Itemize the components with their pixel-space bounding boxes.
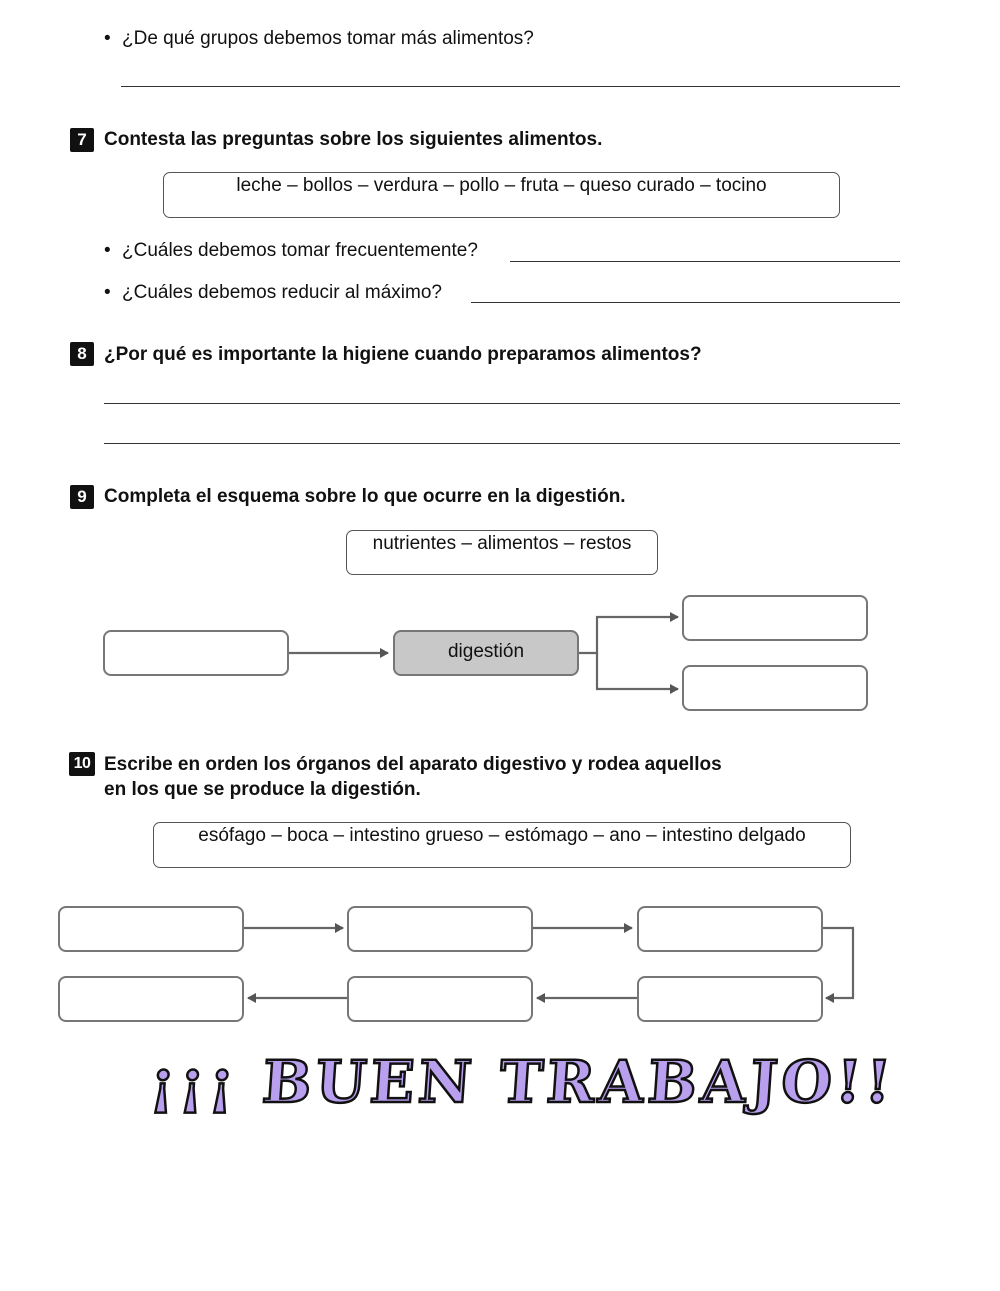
organ-box-4[interactable] bbox=[637, 976, 823, 1022]
q7-bullet-2-text: ¿Cuáles debemos reducir al máximo? bbox=[122, 282, 442, 303]
digestion-input-box[interactable] bbox=[103, 630, 289, 676]
arrow-digestion-to-upper bbox=[578, 617, 678, 653]
question-number-10: 10 bbox=[69, 752, 95, 776]
organ-box-3[interactable] bbox=[637, 906, 823, 952]
q7-bullet-1-text: ¿Cuáles debemos tomar frecuentemente? bbox=[122, 240, 478, 261]
organ-box-2[interactable] bbox=[347, 906, 533, 952]
buen-trabajo-banner: ¡¡¡ BUEN TRABAJO!! bbox=[147, 1048, 898, 1116]
organ-box-5[interactable] bbox=[347, 976, 533, 1022]
question-number-8: 8 bbox=[70, 342, 94, 366]
question-8-title: ¿Por qué es importante la higiene cuando preparamos alimentos? bbox=[104, 344, 702, 365]
word-bank-q7-text: leche – bollos – verdura – pollo – fruta – queso curado – tocino bbox=[236, 175, 767, 196]
digestion-label: digestión bbox=[447, 641, 525, 662]
q7-bullet-2: • ¿Cuáles debemos reducir al máximo? bbox=[104, 282, 442, 303]
arrow-digestion-to-lower bbox=[597, 653, 678, 689]
question-number-7: 7 bbox=[70, 128, 94, 152]
question-10-title-line-1: Escribe en orden los órganos del aparato digestivo y rodea aquellos bbox=[104, 754, 722, 775]
word-bank-q10-text: esófago – boca – intestino grueso – estómago – ano – intestino delgado bbox=[198, 825, 806, 846]
digestion-center-box bbox=[393, 630, 579, 676]
q6-bullet-text: ¿De qué grupos debemos tomar más alimentos? bbox=[122, 28, 534, 49]
question-number-9: 9 bbox=[70, 485, 94, 509]
digestion-output-box-lower[interactable] bbox=[682, 665, 868, 711]
organ-box-1[interactable] bbox=[58, 906, 244, 952]
q6-bullet: • ¿De qué grupos debemos tomar más alimentos? bbox=[104, 28, 534, 49]
question-9-title: Completa el esquema sobre lo que ocurre en la digestión. bbox=[104, 486, 626, 507]
digestion-output-box-upper[interactable] bbox=[682, 595, 868, 641]
word-bank-q9-text: nutrientes – alimentos – restos bbox=[372, 533, 632, 554]
q7-bullet-1: • ¿Cuáles debemos tomar frecuentemente? bbox=[104, 240, 478, 261]
arrow-organ-3-4 bbox=[822, 928, 853, 998]
question-10-title-line-2: en los que se produce la digestión. bbox=[104, 779, 421, 800]
question-7-title: Contesta las preguntas sobre los siguientes alimentos. bbox=[104, 129, 603, 150]
organ-box-6[interactable] bbox=[58, 976, 244, 1022]
word-bank-q10 bbox=[153, 822, 851, 868]
